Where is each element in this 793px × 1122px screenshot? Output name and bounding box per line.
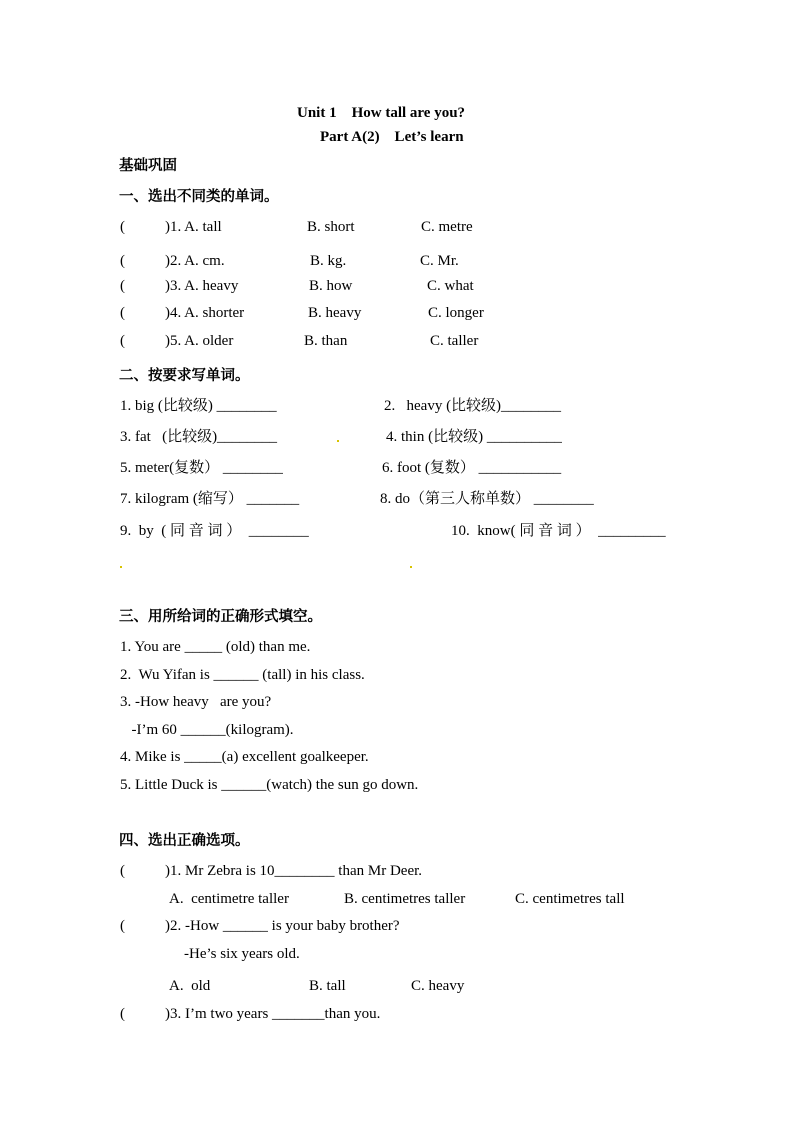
option-a: A. centimetre taller [169, 891, 289, 907]
item-option-a: )1. A. tall [165, 219, 222, 235]
section2-item: 6. foot (复数） ___________ [382, 460, 562, 476]
question-stem: )1. Mr Zebra is 10________ than Mr Deer. [165, 863, 423, 879]
unit-title: Unit 1 How tall are you? [297, 105, 466, 121]
section3-item: -I’m 60 ______(kilogram). [124, 722, 294, 738]
item-option-a: )5. A. older [165, 333, 234, 349]
option-c: C. centimetres tall [515, 891, 625, 907]
item-option-a: )4. A. shorter [165, 305, 245, 321]
item-option-c: C. longer [428, 305, 484, 321]
answer-paren: ( [120, 219, 125, 235]
section2-item: 1. big (比较级) ________ [120, 398, 277, 414]
section2-item: 3. fat (比较级)________ [120, 429, 278, 445]
answer-paren: ( [120, 863, 125, 879]
section2-item: 8. do（第三人称单数） ________ [380, 491, 594, 507]
section2-item: 9. by ( 同 音 词 ） ________ [120, 523, 309, 539]
section2-item: 7. kilogram (缩写） _______ [120, 491, 300, 507]
section3-item: 5. Little Duck is ______(watch) the sun go down. [120, 777, 419, 793]
item-option-b: B. heavy [308, 305, 362, 321]
question-stem: )3. I’m two years _______than you. [165, 1006, 381, 1022]
item-option-c: C. taller [430, 333, 479, 349]
stray-mark [410, 566, 412, 568]
section2-item: 2. heavy (比较级)________ [384, 398, 562, 414]
item-option-a: )2. A. cm. [165, 253, 225, 269]
option-b: B. centimetres taller [344, 891, 466, 907]
section2-item: 4. thin (比较级) __________ [386, 429, 562, 445]
answer-paren: ( [120, 333, 125, 349]
section2-item: 5. meter(复数） ________ [120, 460, 283, 476]
stray-mark [337, 440, 339, 442]
answer-paren: ( [120, 1006, 125, 1022]
item-option-b: B. than [304, 333, 348, 349]
option-c: C. heavy [411, 978, 465, 994]
part-title: Part A(2) Let’s learn [320, 129, 464, 145]
option-b: B. tall [309, 978, 346, 994]
item-option-b: B. how [309, 278, 353, 294]
section-basic-heading: 基础巩固 [119, 158, 177, 174]
item-option-c: C. what [427, 278, 474, 294]
question-stem: )2. -How ______ is your baby brother? [165, 918, 400, 934]
answer-paren: ( [120, 305, 125, 321]
section3-item: 3. -How heavy are you? [120, 694, 272, 710]
section1-heading: 一、选出不同类的单词。 [119, 189, 279, 205]
item-option-a: )3. A. heavy [165, 278, 239, 294]
question-line2: -He’s six years old. [184, 946, 300, 962]
stray-mark [120, 566, 122, 568]
section4-heading: 四、选出正确选项。 [119, 833, 250, 849]
item-option-c: C. metre [421, 219, 473, 235]
section3-item: 4. Mike is _____(a) excellent goalkeeper. [120, 749, 369, 765]
item-option-b: B. short [307, 219, 355, 235]
answer-paren: ( [120, 253, 125, 269]
answer-paren: ( [120, 918, 125, 934]
item-option-b: B. kg. [310, 253, 347, 269]
section3-heading: 三、用所给词的正确形式填空。 [119, 609, 322, 625]
answer-paren: ( [120, 278, 125, 294]
section2-heading: 二、按要求写单词。 [119, 368, 250, 384]
option-a: A. old [169, 978, 211, 994]
section2-item: 10. know( 同 音 词 ） _________ [451, 523, 666, 539]
item-option-c: C. Mr. [420, 253, 459, 269]
section3-item: 1. You are _____ (old) than me. [120, 639, 311, 655]
section3-item: 2. Wu Yifan is ______ (tall) in his class. [120, 667, 365, 683]
